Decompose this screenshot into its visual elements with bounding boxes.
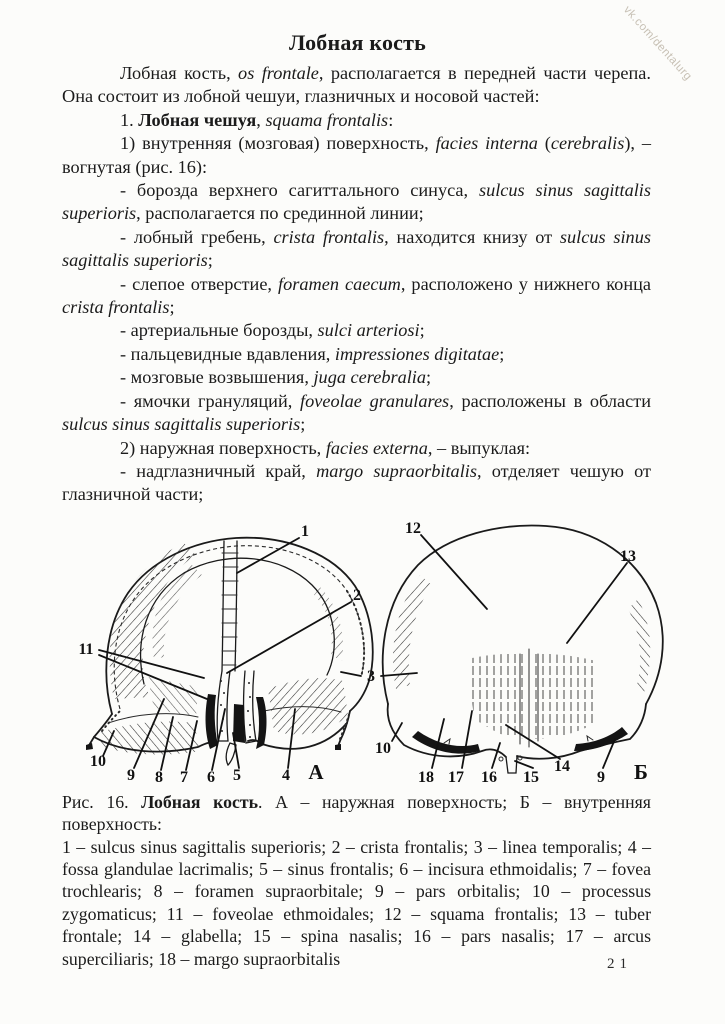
figure-label-12: 12 — [405, 519, 421, 537]
page-number: 21 — [607, 956, 632, 972]
figure-label-8: 8 — [155, 768, 163, 786]
figure-caption-block — [62, 791, 651, 970]
paragraph: 1. Лобная чешуя, squama frontalis: — [120, 109, 394, 130]
paragraph: - слепое отверстие, foramen caecum, расположено у нижнего конца crista frontalis; — [62, 273, 651, 318]
paragraph: - надглазничный край, margo supraorbitalis, отделяет чешую от глазничной части; — [62, 460, 651, 505]
watermark: vk.com/dentalurg — [621, 4, 694, 84]
skull-a-drawing — [86, 537, 373, 764]
paragraph: - пальцевидные вдавления, impressiones digitatae; — [120, 343, 505, 364]
panel-a-letter: А — [308, 759, 324, 784]
figure-legend: 1 – sulcus sinus sagittalis superioris; 2 – crista frontalis; 3 – linea temporalis; 4 – fossa glandulae lacrimalis; 5 – sinus frontalis; 6 – incisura ethmoidalis; 7 – fovea trochlearis; 8 – foramen supraorbitale; 9 – pars orbitalis; 10 – processus zygomaticus; 11 – foveolae ethmoidales; 12 – squama frontalis; 13 – tuber frontale; 14 – glabella; 15 – spina nasalis; 16 – pars nasalis; 17 – arcus superciliaris; 18 – margo supraorbitalis — [62, 836, 651, 969]
figure-label-10b: 10 — [375, 739, 391, 757]
figure-label-10a: 10 — [90, 752, 106, 770]
figure-label-4: 4 — [282, 766, 290, 784]
figure-label-18: 18 — [418, 768, 434, 786]
figure-label-3: 3 — [367, 667, 375, 685]
figure-label-16: 16 — [481, 768, 497, 786]
figure-caption: Рис. 16. Лобная кость. А – наружная поверхность; Б – внутренняя поверхность: — [62, 791, 651, 835]
paragraph: - борозда верхнего сагиттального синуса, sulcus sinus sagittalis superioris, располагается по срединной линии; — [62, 180, 651, 224]
figure-label-1: 1 — [301, 522, 309, 540]
paragraph: - мозговые возвышения, juga cerebralia; — [120, 367, 432, 388]
figure-label-13: 13 — [620, 547, 636, 565]
figure-label-9a: 9 — [127, 766, 135, 784]
paragraph: 1) внутренняя (мозговая) поверхность, facies interna (cerebralis), – вогнутая (рис. 16): — [62, 133, 651, 177]
figure-label-15: 15 — [523, 768, 539, 786]
page-title: Лобная кость — [289, 30, 426, 55]
figure-label-5: 5 — [233, 766, 241, 784]
anatomy-figure — [50, 509, 651, 791]
figure-label-11: 11 — [78, 640, 94, 658]
figure-label-9b: 9 — [597, 768, 605, 786]
paragraph: - артериальные борозды, sulci arteriosi; — [120, 320, 425, 341]
frontal-bone-illustration — [50, 509, 690, 791]
paragraph: Лобная кость, os frontale, располагается в передней части черепа. Она состоит из лобной чешуи, глазничных и носовой частей: — [62, 63, 651, 107]
paragraph: - ямочки грануляций, foveolae granulares, расположены в области sulcus sinus sagittalis superioris; — [62, 390, 652, 435]
figure-label-2: 2 — [353, 586, 361, 604]
body-text — [62, 62, 651, 507]
figure-label-7: 7 — [180, 768, 188, 786]
figure-label-6: 6 — [207, 768, 215, 786]
figure-label-17: 17 — [448, 768, 464, 786]
paragraph: 2) наружная поверхность, facies externa, – выпуклая: — [120, 437, 531, 458]
paragraph: - лобный гребень, crista frontalis, находится книзу от sulcus sinus sagittalis superioris; — [62, 226, 651, 271]
panel-b-letter: Б — [634, 759, 648, 784]
figure-label-14: 14 — [554, 757, 570, 775]
